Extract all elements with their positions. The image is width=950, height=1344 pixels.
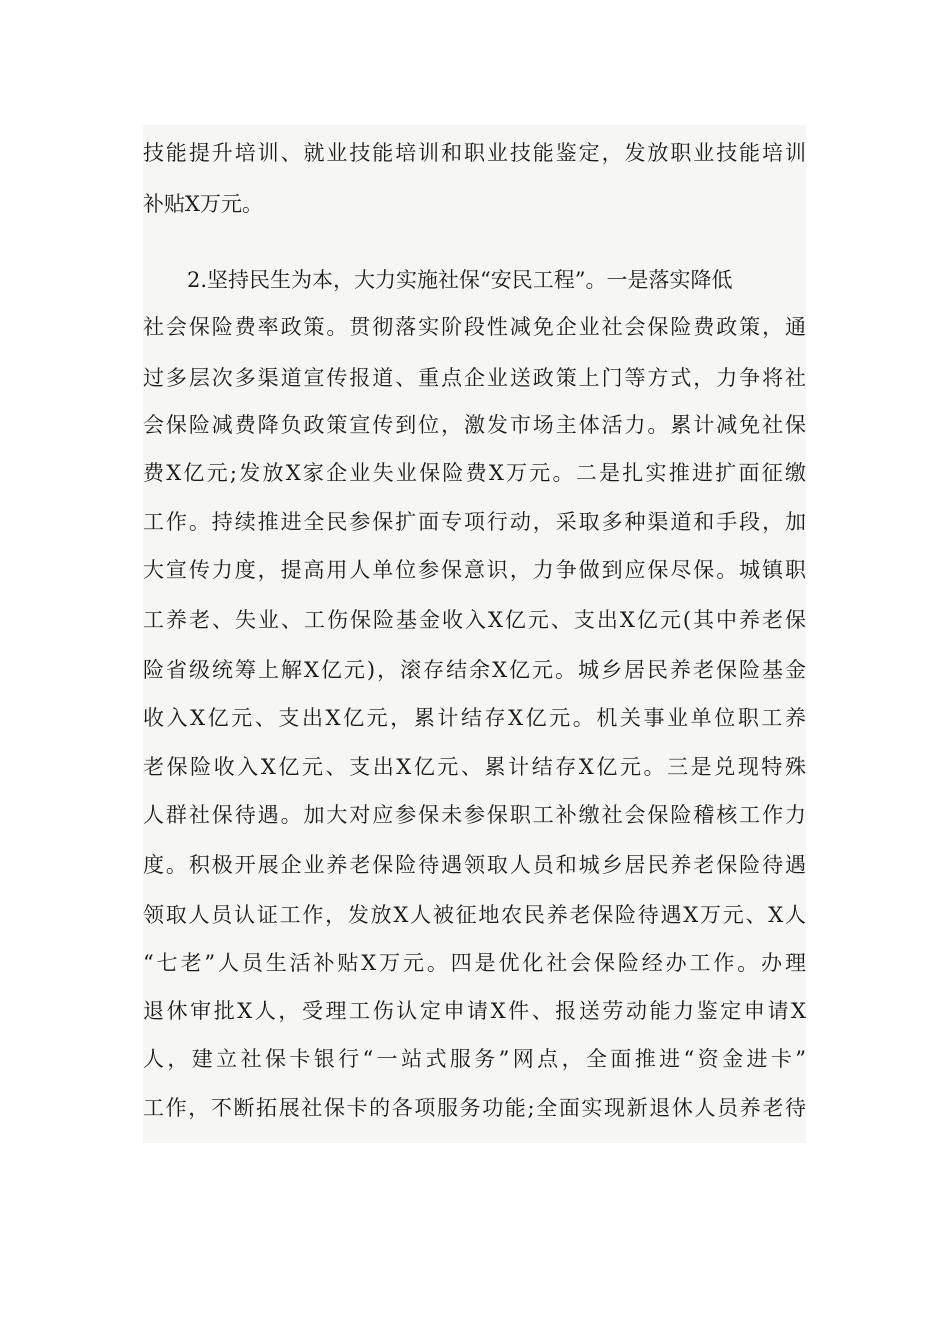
- paragraph-2-line-8: 工养老、失业、工伤保险基金收入X亿元、支出X亿元(其中养老保: [143, 608, 806, 632]
- paragraph-2-line-1: 2.坚持民生为本，大力实施社保“安民工程”。一是落实降低: [187, 268, 733, 292]
- paragraph-2-line-17: 人，建立社保卡银行“一站式服务”网点，全面推进“资金进卡”: [143, 1047, 806, 1071]
- paragraph-2-line-4: 会保险减费降负政策宣传到位，激发市场主体活力。累计减免社保: [143, 413, 806, 437]
- paragraph-2-line-15: “七老”人员生活补贴X万元。四是优化社会保险经办工作。办理: [143, 951, 806, 975]
- paragraph-2-line-5: 费X亿元;发放X家企业失业保险费X万元。二是扎实推进扩面征缴: [143, 461, 806, 485]
- paragraph-2-line-7: 大宣传力度，提高用人单位参保意识，力争做到应保尽保。城镇职: [143, 558, 806, 582]
- paragraph-2-line-6: 工作。持续推进全民参保扩面专项行动，采取多种渠道和手段，加: [143, 510, 806, 534]
- document-text-block: [143, 125, 806, 1143]
- paragraph-2-line-18: 工作，不断拓展社保卡的各项服务功能;全面实现新退休人员养老待: [143, 1096, 806, 1120]
- paragraph-2-line-14: 领取人员认证工作，发放X人被征地农民养老保险待遇X万元、X人: [143, 903, 806, 927]
- paragraph-2-line-9: 险省级统筹上解X亿元)，滚存结余X亿元。城乡居民养老保险基金: [143, 658, 806, 682]
- paragraph-2-line-16: 退休审批X人，受理工伤认定申请X件、报送劳动能力鉴定申请X: [143, 999, 806, 1023]
- paragraph-2-line-10: 收入X亿元、支出X亿元，累计结存X亿元。机关事业单位职工养: [143, 706, 806, 730]
- paragraph-2-line-2: 社会保险费率政策。贯彻落实阶段性减免企业社会保险费政策，通: [143, 315, 806, 339]
- paragraph-1-line-2: 补贴X万元。: [143, 192, 263, 216]
- paragraph-2-line-13: 度。积极开展企业养老保险待遇领取人员和城乡居民养老保险待遇: [143, 853, 806, 877]
- paragraph-2-line-12: 人群社保待遇。加大对应参保未参保职工补缴社会保险稽核工作力: [143, 803, 806, 827]
- paragraph-2-line-11: 老保险收入X亿元、支出X亿元、累计结存X亿元。三是兑现特殊: [143, 755, 806, 779]
- paragraph-2-line-3: 过多层次多渠道宣传报道、重点企业送政策上门等方式，力争将社: [143, 366, 806, 390]
- paragraph-1-line-1: 技能提升培训、就业技能培训和职业技能鉴定，发放职业技能培训: [143, 141, 806, 165]
